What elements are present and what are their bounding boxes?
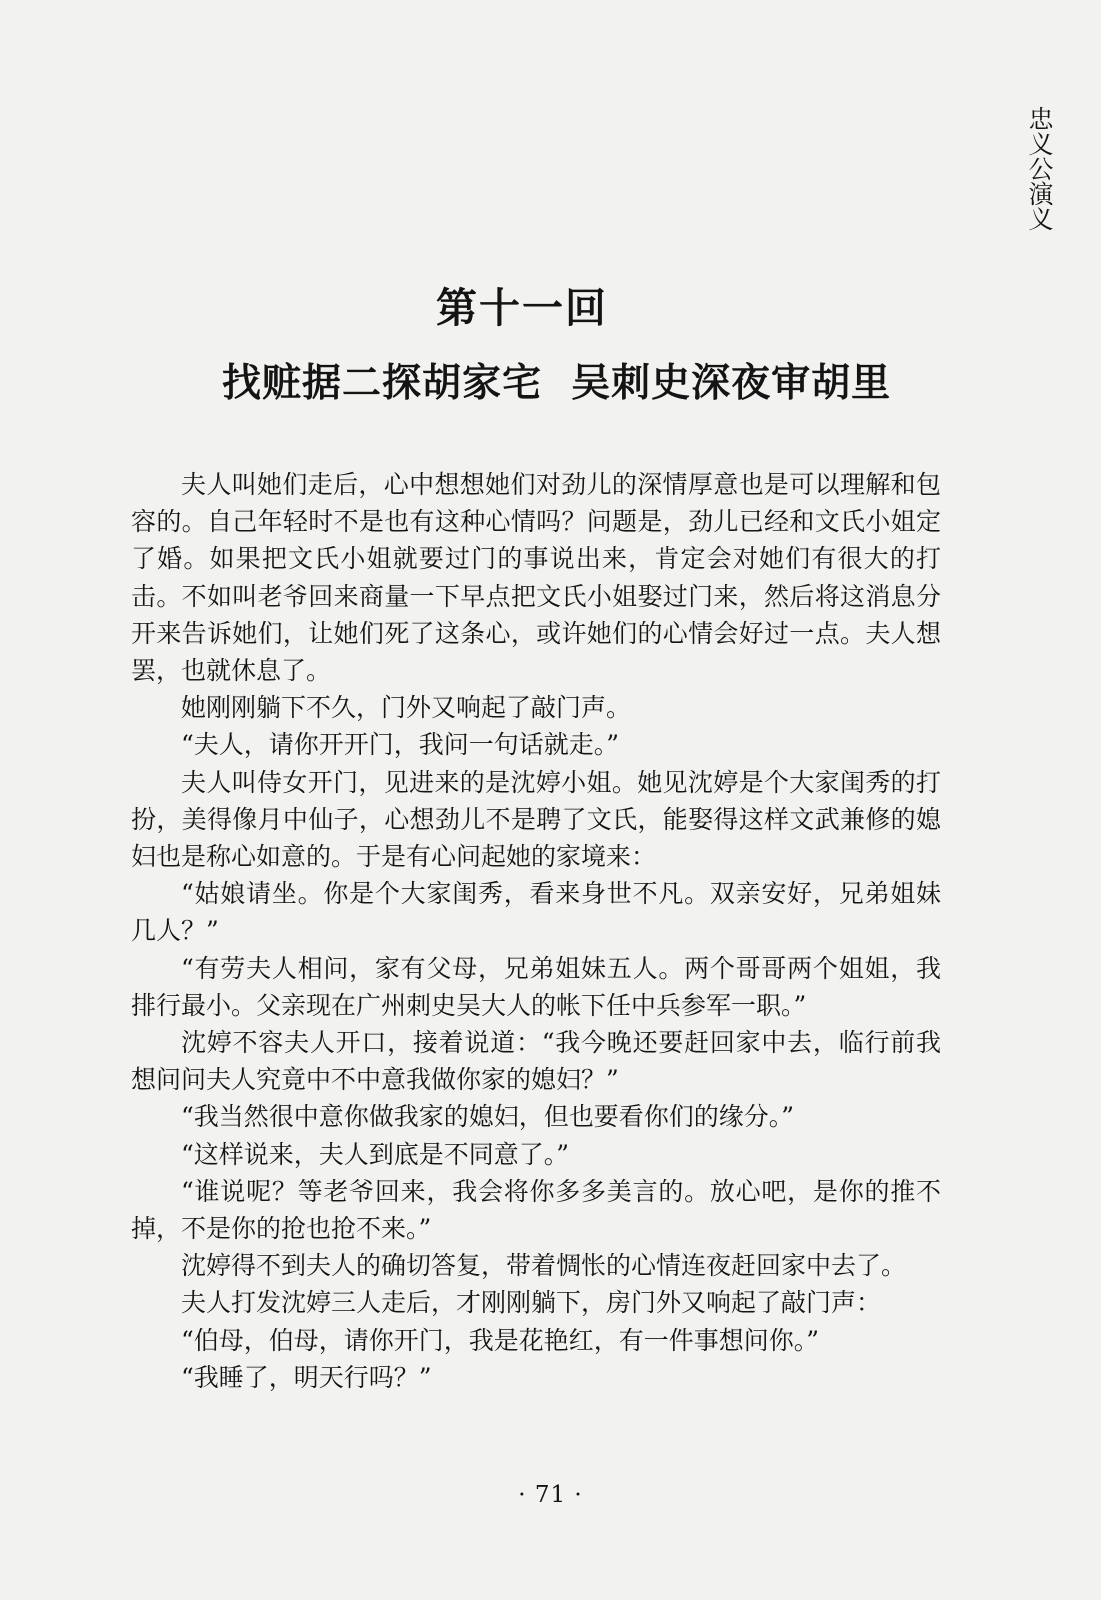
paragraph: “夫人，请你开开门，我问一句话就走。” <box>181 730 620 760</box>
paragraph: “谁说呢？等老爷回来，我会将你多多美言的。放心吧，是你的推不掉，不是你的抢也抢不来。” <box>131 1176 941 1244</box>
paragraph: 沈婷得不到夫人的确切答复，带着惆怅的心情连夜赶回家中去了。 <box>181 1251 907 1281</box>
paragraph: 沈婷不容夫人开口，接着说道：“我今晚还要赶回家中去，临行前我想问问夫人究竟中不中意我做你家的媳妇？” <box>131 1028 941 1095</box>
paragraph: “有劳夫人相问，家有父母，兄弟姐妹五人。两个哥哥两个姐姐，我排行最小。父亲现在广州刺史吴大人的帐下任中兵参军一职。” <box>131 953 941 1020</box>
running-head: 忠义公演义 <box>1025 106 1054 231</box>
paragraph: “我当然很中意你做我家的媳妇，但也要看你们的缘分。” <box>181 1102 795 1132</box>
chapter-number: 第十一回 <box>436 284 608 332</box>
body-text <box>131 466 941 1396</box>
paragraph: “这样说来，夫人到底是不同意了。” <box>181 1139 570 1169</box>
chapter-title: 找赃据二探胡家宅 吴刺史深夜审胡里 <box>222 360 892 406</box>
paragraph: “我睡了，明天行吗？” <box>181 1362 432 1392</box>
paragraph: 夫人叫她们走后，心中想想她们对劲儿的深情厚意也是可以理解和包容的。自己年轻时不是也有这种心情吗？问题是，劲儿已经和文氏小姐定了婚。如果把文氏小姐就要过门的事说出来，肯定会对她们有很大的打击。不如叫老爷回来商量一下早点把文氏小姐娶过门来，然后将这消息分开来告诉她们，让她们死了这条心，或许她们的心情会好过一点。夫人想罢，也就休息了。 <box>131 470 941 686</box>
paragraph: “姑娘请坐。你是个大家闺秀，看来身世不凡。双亲安好，兄弟姐妹几人？” <box>131 879 941 946</box>
page-number: · 71 · <box>518 1482 583 1508</box>
paragraph: “伯母，伯母，请你开门，我是花艳红，有一件事想问你。” <box>181 1325 820 1355</box>
paragraph: 夫人叫侍女开门，见进来的是沈婷小姐。她见沈婷是个大家闺秀的打扮，美得像月中仙子，心想劲儿不是聘了文氏，能娶得这样文武兼修的媳妇也是称心如意的。于是有心问起她的家境来： <box>131 767 941 872</box>
paragraph: 她刚刚躺下不久，门外又响起了敲门声。 <box>181 693 632 723</box>
paragraph: 夫人打发沈婷三人走后，才刚刚躺下，房门外又响起了敲门声： <box>181 1288 882 1318</box>
